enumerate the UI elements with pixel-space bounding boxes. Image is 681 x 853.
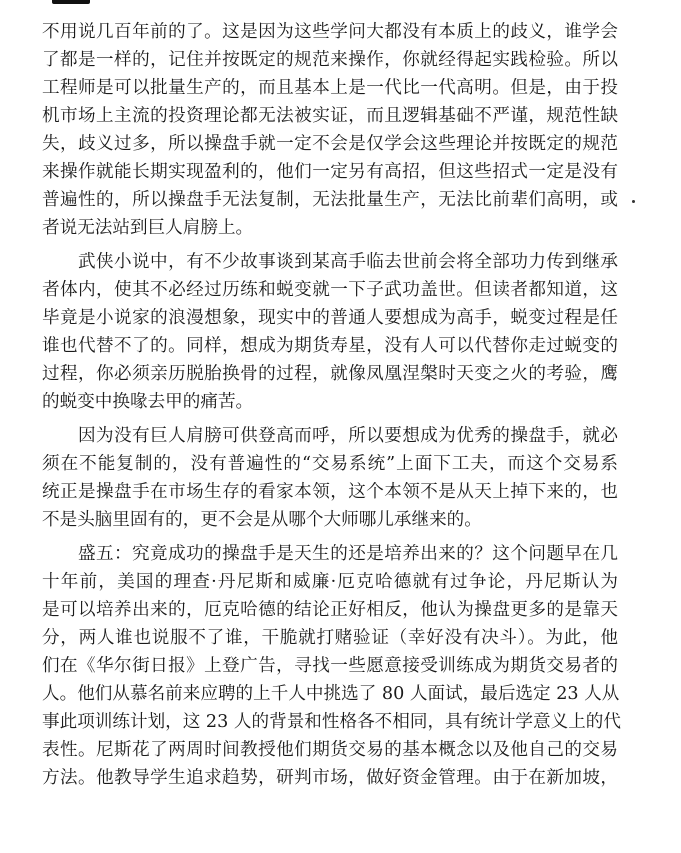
paragraph-4 — [42, 540, 621, 792]
text-line: 人。他们从慕名前来应聘的上千人中挑选了 80 人面试，最后选定 23 人从 — [42, 684, 620, 704]
text-line: 普遍性的，所以操盘手无法复制，无法批量生产，无法比前辈们高明，或 — [42, 190, 618, 210]
text-line: 过程，你必须亲历脱胎换骨的过程，就像凤凰涅槃时天变之火的考验，鹰 — [42, 364, 618, 384]
text-line: 不用说几百年前的了。这是因为这些学问大都没有本质上的歧义，谁学会 — [42, 22, 618, 42]
body-text — [42, 18, 621, 792]
margin-dot-mark — [632, 200, 635, 203]
text-line: 者说无法站到巨人肩膀上。 — [42, 218, 254, 238]
paragraph-1 — [42, 18, 618, 242]
text-line: 者体内，使其不必经过历练和蜕变就一下子武功盖世。但读者都知道，这 — [42, 280, 618, 300]
text-line: 方法。他教导学生追求趋势，研判市场，做好资金管理。由于在新加坡， — [42, 768, 618, 788]
text-line: 们在《华尔街日报》上登广告，寻找一些愿意接受训练成为期货交易者的 — [42, 656, 618, 676]
text-line: 工程师是可以批量生产的，而且基本上是一代比一代高明。但是，由于投 — [42, 78, 618, 98]
text-line: 统正是操盘手在市场生存的看家本领，这个本领不是从天上掉下来的，也 — [42, 482, 618, 502]
paragraph-2 — [42, 248, 618, 416]
text-line: 须在不能复制的，没有普遍性的“交易系统”上面下工夫，而这个交易系 — [42, 454, 618, 474]
text-line: 因为没有巨人肩膀可供登高而呼，所以要想成为优秀的操盘手，就必 — [78, 426, 618, 446]
text-line: 分，两人谁也说服不了谁，干脆就打赌验证（幸好没有决斗）。为此，他 — [42, 628, 618, 648]
text-line: 失，歧义过多，所以操盘手就一定不会是仅学会这些理论并按既定的规范 — [42, 134, 618, 154]
text-line: 是可以培养出来的，厄克哈德的结论正好相反，他认为操盘更多的是靠天 — [42, 600, 618, 620]
text-line: 毕竟是小说家的浪漫想象，现实中的普通人要想成为高手，蜕变过程是任 — [42, 308, 618, 328]
text-line: 的蜕变中换喙去甲的痛苦。 — [42, 392, 254, 412]
text-line: 机市场上主流的投资理论都无法被实证，而且逻辑基础不严谨，规范性缺 — [42, 106, 618, 126]
text-line: 事此项训练计划，这 23 人的背景和性格各不相同，具有统计学意义上的代 — [42, 712, 621, 732]
text-line: 十年前，美国的理查·丹尼斯和威廉·厄克哈德就有过争论，丹尼斯认为 — [42, 572, 618, 592]
text-line: 不是头脑里固有的，更不会是从哪个大师哪儿承继来的。 — [42, 510, 482, 530]
text-line: 盛五：究竟成功的操盘手是天生的还是培养出来的？这个问题早在几 — [78, 544, 618, 564]
text-line: 来操作就能长期实现盈利的，他们一定另有高招，但这些招式一定是没有 — [42, 162, 618, 182]
header-ink-mark — [52, 0, 90, 4]
text-line: 了都是一样的，记住并按既定的规范来操作，你就经得起实践检验。所以 — [42, 50, 618, 70]
paragraph-3 — [42, 422, 618, 534]
text-line: 表性。尼斯花了两周时间教授他们期货交易的基本概念以及他自己的交易 — [42, 740, 618, 760]
text-line: 谁也代替不了的。同样，想成为期货寿星，没有人可以代替你走过蜕变的 — [42, 336, 618, 356]
text-line: 武侠小说中，有不少故事谈到某高手临去世前会将全部功力传到继承 — [78, 252, 618, 272]
